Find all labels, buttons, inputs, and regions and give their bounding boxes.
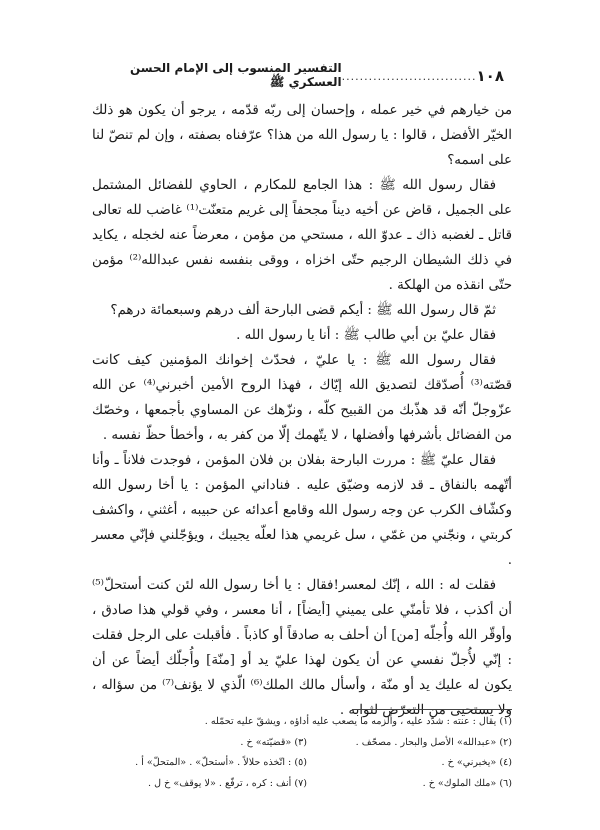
footnote-6: (٦) «ملك الملوك» خ .: [422, 777, 512, 789]
paragraph: من خيارهم في خير عمله ، وإحسان إلى ربّه قدّمه ، يرجو أن يكون هو ذلك الخيّر الأفضل ، قالوا : يا رسول الله من هذا؟ عرّفناه بصفته ، وإن لم تنصّ لنا على اسمه؟: [92, 103, 512, 168]
paragraph: فقلت له : الله ، إنّك لمعسر!فقال : يا أخا رسول الله لئن كنت أستحلّ⁽⁵⁾ أن أكذب ، فلا تأمنّي على يميني [أيضاً] ، أنا معسر ، وفي قولي هذا صادق ، وأوقّر الله وأُجلّه [من] أن أحلف به صادقاً أو كاذباً . فأقبلت على الرجل فقلت : إنّي لأُجلّ نفسي عن أن يكون لهذا عليّ يد أو [منّة] وأُجلّك أيضاً عن أن يكون له عليك يد أو منّة ، وأسأل مالك الملك⁽⁶⁾ الّذي لا يؤنف⁽⁷⁾ من سؤاله ، ولا يستحيى من التعرّض لثوابه .: [92, 578, 512, 718]
footnote-row: [92, 774, 512, 795]
footnote-1: (١) يقال : عنته : شدّد عليه ، وألزمه ما يصعب عليه أداؤه ، ويشقّ عليه تحمّله .: [204, 716, 512, 727]
footnote-separator: [352, 709, 512, 710]
header-dot-leader: ..............................: [341, 69, 477, 83]
footnote-3: (٣) «قضيّته» خ .: [240, 736, 307, 748]
paragraph: ثمّ قال رسول الله ﷺ : أيكم قضى البارحة ألف درهم وسبعمائة درهم؟: [110, 303, 496, 318]
body-text: [92, 98, 512, 723]
paragraph: فقال رسول الله ﷺ : يا عليّ ، فحدّث إخوانك المؤمنين كيف كانت قصّته⁽³⁾ أُصدّقك لتصديق الله إيّاك ، فهذا الروح الأمين أخبرني⁽⁴⁾ عن الله عزّوجلّ أنّه قد هذّبك من القبيح كلّه ، ونزّهك عن المساوي بأجمعها ، وخصّك من الفضائل بأشرفها وأفضلها ، لا يتّهمك إلّا من كفر به ، وأخطأ حظّ نفسه .: [92, 353, 512, 443]
footnotes: [92, 712, 512, 794]
running-title: التفسير المنسوب إلى الإمام الحسن العسكري ﷺ: [130, 60, 342, 89]
paragraph: فقال عليّ بن أبي طالب ﷺ : أنا يا رسول الله .: [236, 328, 496, 343]
footnote-row: [92, 733, 512, 754]
page-number: ١٠٨: [476, 67, 504, 85]
footnote-7: (٧) أنف : كره ، ترفّع . «لا يوقف» خ ل .: [148, 777, 307, 789]
page-header: [92, 60, 504, 89]
footnote-row: [92, 753, 512, 774]
footnote-row: [92, 712, 512, 733]
paragraph: فقال عليّ ﷺ : مررت البارحة بفلان بن فلان المؤمن ، فوجدت فلاناً ـ وأنا أتّهمه بالنفاق ـ قد لازمه وضيّق عليه . فناداني المؤمن : يا أخا رسول الله وكشّاف الكرب عن وجه رسول الله وقامع أعدائه عن حبيبه ، أغثني ، واكشف كربتي ، ونجّني من غمّي ، سل غريمي هذا لعلّه يجيبك ، ويؤجّلني فإنّي معسر .: [92, 453, 512, 568]
footnote-2: (٢) «عبدالله» الأصل والبحار . مصحّف .: [355, 736, 512, 748]
footnote-5: (٥) : اتّخذه حلالاً . «أستحلّ» . «المتحلّ» أ .: [135, 757, 307, 768]
footnote-4: (٤) «يخبرني» خ .: [441, 757, 512, 768]
paragraph: فقال رسول الله ﷺ : هذا الجامع للمكارم ، الحاوي للفضائل المشتمل على الجميل ، قاض عن أخيه ديناً مجحفاً إلى غريم متعنّت⁽¹⁾ غاضب لله تعالى قاتل ـ لغضبه ذاك ـ عدوّ الله ، مستحي من مؤمن ، معرضاً عنه لخجله ، يكايد في ذلك الشيطان الرجيم حتّى اخزاه ، ووقى بنفسه نفس عبدالله⁽²⁾ مؤمن حتّى انقذه من الهلكة .: [92, 178, 512, 293]
